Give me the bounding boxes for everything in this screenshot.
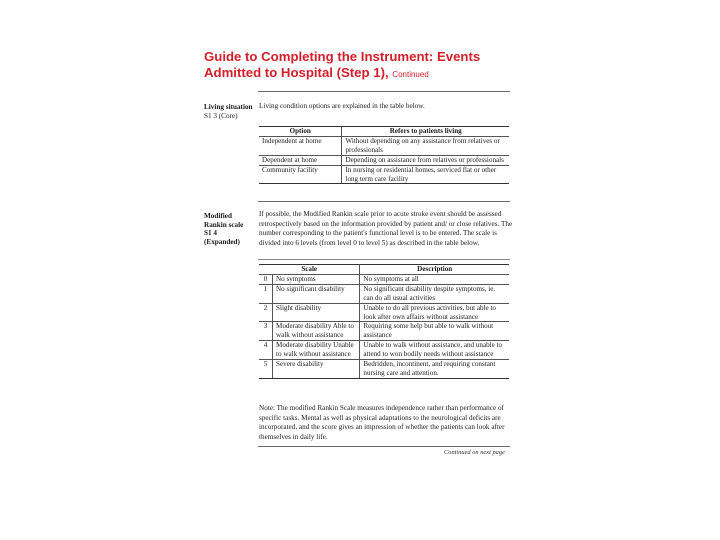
- table-row: [259, 284, 509, 303]
- rankin-title-line1: Modified: [204, 212, 232, 220]
- table-row: [259, 303, 509, 322]
- scale-description: No symptoms at all: [360, 274, 509, 284]
- scale-number: 3: [259, 322, 273, 341]
- scale-number: 0: [259, 274, 273, 284]
- rankin-expanded: (Expanded): [204, 237, 240, 246]
- continued-next-page: Continued on next page: [444, 449, 505, 456]
- scale-number: 5: [259, 360, 273, 379]
- table-header-row: [259, 265, 509, 275]
- scale-label: Slight disability: [273, 303, 360, 322]
- continued-label: Continued: [392, 70, 429, 79]
- living-situation-label: [204, 103, 253, 120]
- scale-number: 2: [259, 303, 273, 322]
- living-situation-title: Living situation: [204, 103, 253, 111]
- table-header-row: [259, 127, 509, 137]
- rankin-title-line2: Rankin scale: [204, 220, 244, 229]
- column-header-description: Description: [360, 265, 509, 275]
- rankin-table: [259, 264, 509, 379]
- table-row: [259, 274, 509, 284]
- table-row: [259, 341, 509, 360]
- scale-description: No significant disability despite symptoms, ie. can do all usual activities: [360, 284, 509, 303]
- scale-label: No significant disability: [273, 284, 360, 303]
- scale-description: Unable to do all previous activities, but able to look after own affairs without assistance: [360, 303, 509, 322]
- column-header-refers: Refers to patients living: [342, 127, 509, 137]
- rankin-divider: [258, 259, 510, 260]
- column-header-option: Option: [259, 127, 342, 137]
- living-situation-intro: Living condition options are explained in the table below.: [259, 102, 425, 110]
- scale-number: 1: [259, 284, 273, 303]
- scale-label: Moderate disability Able to walk without assistance: [273, 322, 360, 341]
- table-row: [259, 136, 509, 155]
- section-divider: [258, 201, 510, 202]
- living-situation-table: [259, 126, 509, 184]
- option-cell: Community facility: [259, 165, 342, 184]
- option-cell: Dependent at home: [259, 155, 342, 165]
- refers-cell: Depending on assistance from relatives or professionals: [342, 155, 509, 165]
- refers-cell: In nursing or residential homes, serviced flat or other long term care facility: [342, 165, 509, 184]
- scale-description: Unable to walk without assistance, and unable to attend to won bodily needs without assistance: [360, 341, 509, 360]
- column-header-scale: Scale: [259, 265, 360, 275]
- rankin-intro: If possible, the Modified Rankin scale prior to acute stroke event should be assessed retrospectively based on the information provided by patient and/ or close relatives. The number corresponding to the patient's functional level is to be entered. The scale is divided into 6 levels (from level 0 to level 5) as described in the table below.: [259, 210, 513, 247]
- scale-label: Severe disability: [273, 360, 360, 379]
- table-row: [259, 322, 509, 341]
- table-row: [259, 155, 509, 165]
- living-situation-code: S1 3 (Core): [204, 111, 238, 120]
- scale-description: Requiring some help but able to walk without assistance: [360, 322, 509, 341]
- table-row: [259, 360, 509, 379]
- refers-cell: Without depending on any assistance from relatives or professionals: [342, 136, 509, 155]
- bottom-divider: [258, 446, 510, 447]
- scale-description: Bedridden, incontinent, and requiring constant nursing care and attention.: [360, 360, 509, 379]
- top-divider: [258, 91, 510, 92]
- rankin-code: S1 4: [204, 229, 217, 238]
- page-title: [204, 49, 524, 83]
- scale-label: Moderate disability Unable to walk without assistance: [273, 341, 360, 360]
- rankin-label: [204, 212, 243, 246]
- scale-label: No symptoms: [273, 274, 360, 284]
- page-title-text: Guide to Completing the Instrument: Events Admitted to Hospital (Step 1),: [204, 49, 481, 80]
- table-row: [259, 165, 509, 184]
- option-cell: Independent at home: [259, 136, 342, 155]
- rankin-note: Note: The modified Rankin Scale measures independence rather than performance of specific tasks. Mental as well as physical adaptations to the neurological deficits are incorporated, and the score gives an impression of whether the patients can look after themselves in daily life.: [259, 404, 505, 441]
- scale-number: 4: [259, 341, 273, 360]
